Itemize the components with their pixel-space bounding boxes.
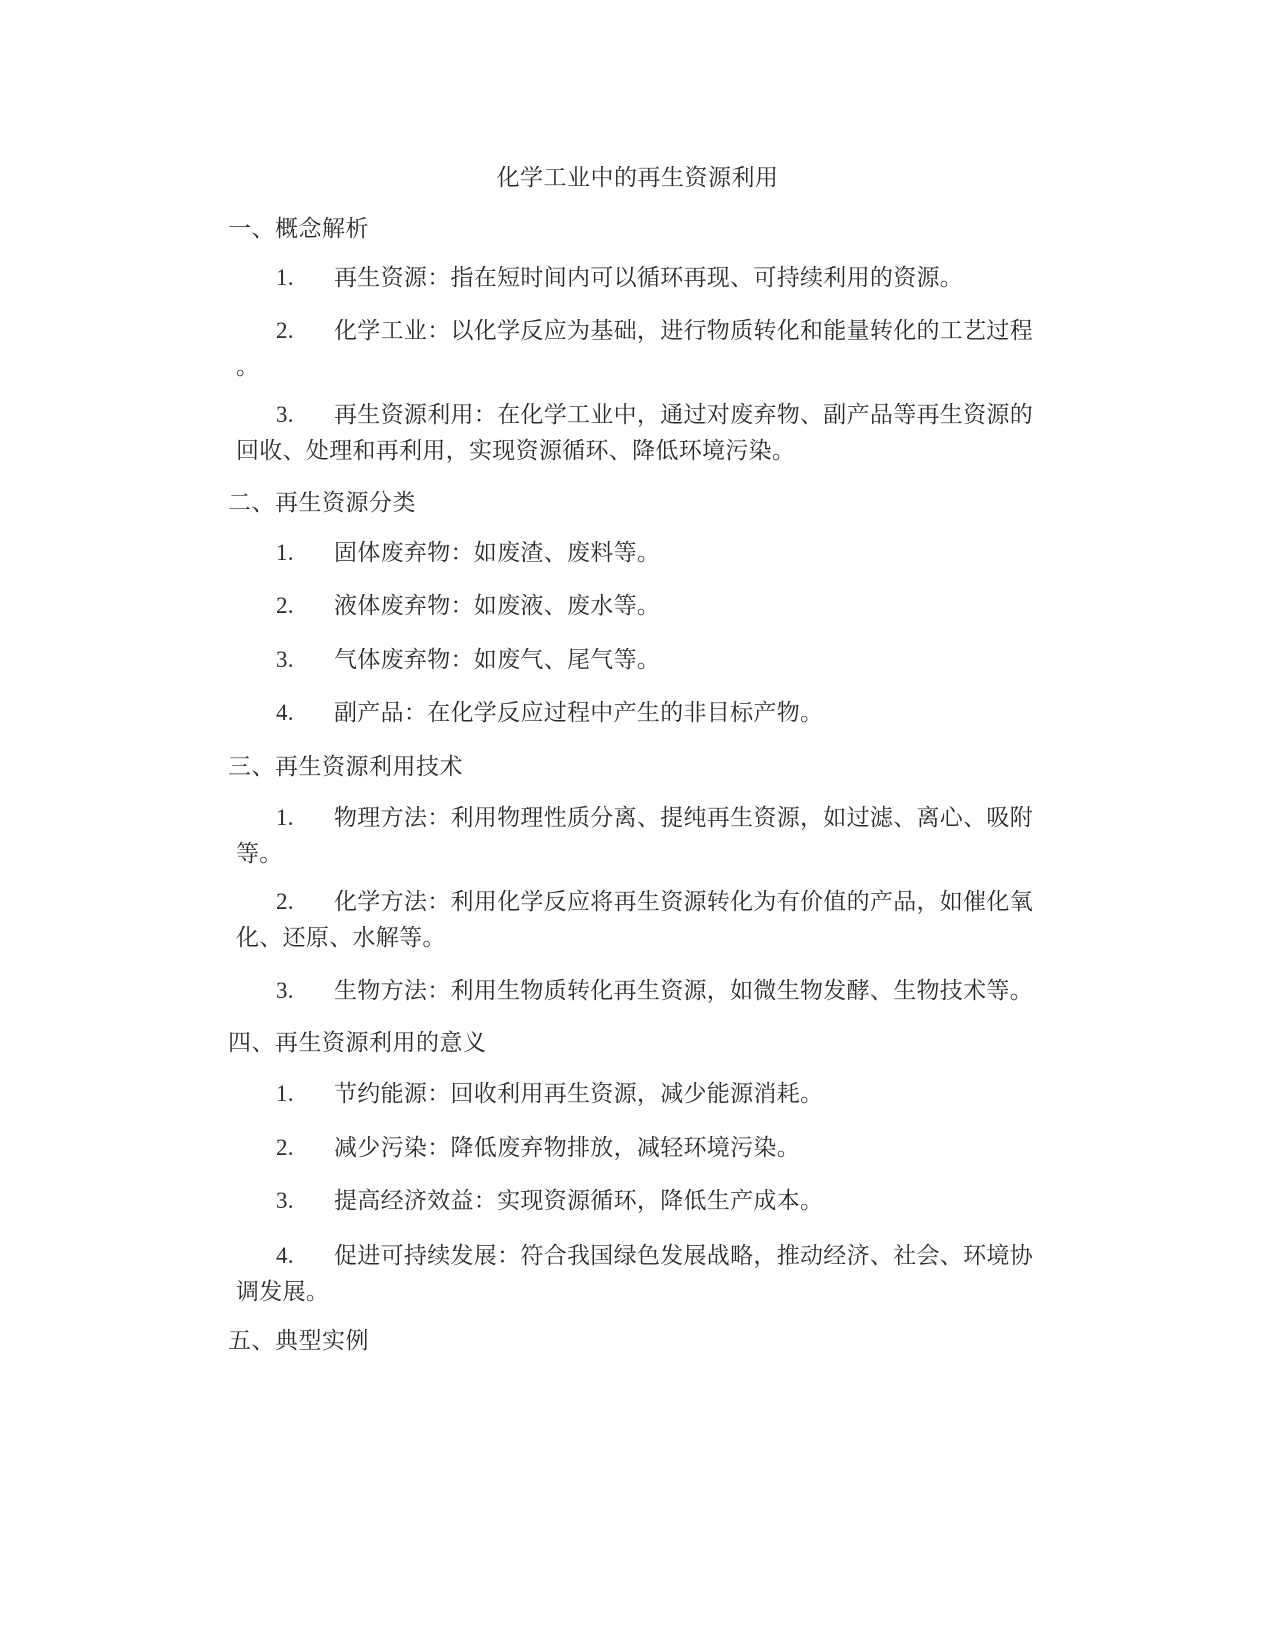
item-number: 2. xyxy=(276,1135,294,1160)
section-heading: 五、典型实例 xyxy=(228,1328,369,1354)
item-number: 3. xyxy=(276,1188,294,1213)
item-text: 液体废弃物：如废液、废水等。 xyxy=(334,593,661,619)
item-number: 1. xyxy=(276,265,294,290)
section-heading: 一、概念解析 xyxy=(228,216,369,242)
list-item xyxy=(236,1076,1081,1112)
item-text-continued: 回收、处理和再利用，实现资源循环、降低环境污染。 xyxy=(236,438,796,464)
list-item xyxy=(236,800,1081,872)
item-text: 物理方法：利用物理性质分离、提纯再生资源，如过滤、离心、吸附 xyxy=(334,805,1033,831)
item-text: 固体废弃物：如废渣、废料等。 xyxy=(334,540,661,566)
item-text: 再生资源：指在短时间内可以循环再现、可持续利用的资源。 xyxy=(334,265,964,291)
item-number: 1. xyxy=(276,540,294,565)
list-item xyxy=(236,973,1081,1009)
item-number: 3. xyxy=(276,402,294,427)
list-item xyxy=(236,260,1081,296)
item-number: 2. xyxy=(276,593,294,618)
item-text: 生物方法：利用生物质转化再生资源，如微生物发酵、生物技术等。 xyxy=(334,978,1033,1004)
item-text-continued: 。 xyxy=(236,354,260,380)
item-text: 促进可持续发展：符合我国绿色发展战略，推动经济、社会、环境协 xyxy=(334,1243,1033,1269)
item-number: 1. xyxy=(276,805,294,830)
item-number: 2. xyxy=(276,889,294,914)
list-item xyxy=(236,313,1081,385)
item-number: 1. xyxy=(276,1081,294,1106)
item-number: 4. xyxy=(276,1243,294,1268)
list-item xyxy=(236,588,1081,624)
section-heading: 二、再生资源分类 xyxy=(228,490,416,516)
section-heading: 三、再生资源利用技术 xyxy=(228,754,463,780)
item-text: 化学工业：以化学反应为基础，进行物质转化和能量转化的工艺过程 xyxy=(334,318,1033,344)
item-number: 3. xyxy=(276,647,294,672)
list-item xyxy=(236,535,1081,571)
item-text: 副产品：在化学反应过程中产生的非目标产物。 xyxy=(334,700,824,726)
item-text: 节约能源：回收利用再生资源，减少能源消耗。 xyxy=(334,1081,824,1107)
item-text-continued: 化、还原、水解等。 xyxy=(236,925,446,951)
item-text: 减少污染：降低废弃物排放，减轻环境污染。 xyxy=(334,1135,800,1161)
item-text-continued: 调发展。 xyxy=(236,1279,330,1305)
item-text: 提高经济效益：实现资源循环，降低生产成本。 xyxy=(334,1188,824,1214)
item-text: 化学方法：利用化学反应将再生资源转化为有价值的产品，如催化氧 xyxy=(334,889,1033,915)
item-text-continued: 等。 xyxy=(236,841,283,867)
list-item xyxy=(236,1183,1081,1219)
item-number: 2. xyxy=(276,318,294,343)
item-number: 3. xyxy=(276,978,294,1003)
list-item xyxy=(236,397,1081,469)
list-item xyxy=(236,695,1081,731)
item-number: 4. xyxy=(276,700,294,725)
document-title: 化学工业中的再生资源利用 xyxy=(496,165,779,191)
list-item xyxy=(236,642,1081,678)
item-text: 气体废弃物：如废气、尾气等。 xyxy=(334,647,661,673)
section-heading: 四、再生资源利用的意义 xyxy=(228,1030,487,1056)
list-item xyxy=(236,884,1081,956)
list-item xyxy=(236,1238,1081,1310)
item-text: 再生资源利用：在化学工业中，通过对废弃物、副产品等再生资源的 xyxy=(334,402,1033,428)
list-item xyxy=(236,1130,1081,1166)
